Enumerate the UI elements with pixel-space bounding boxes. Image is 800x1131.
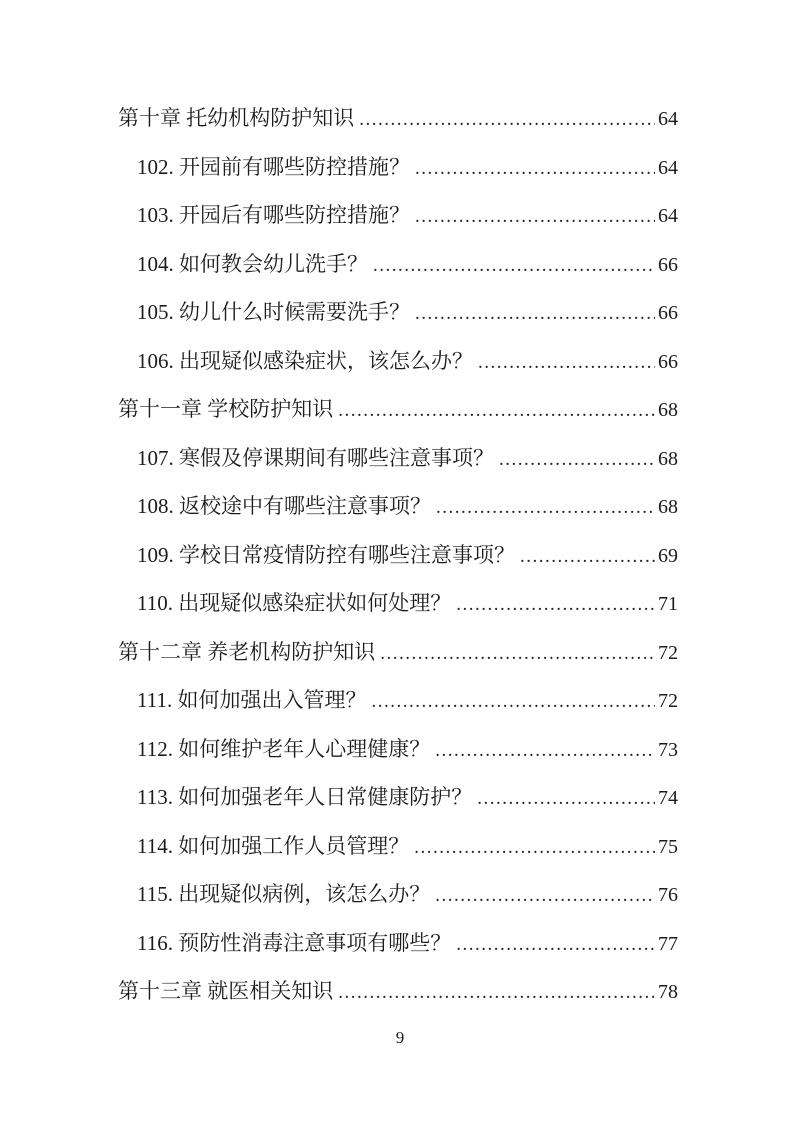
toc-entry-label: 115. 出现疑似病例，该怎么办？ [137,882,431,906]
toc-entry-page-number: 78 [658,981,678,1003]
toc-item-entry [118,482,678,531]
toc-item-entry [118,919,678,968]
toc-entry-label: 114. 如何加强工作人员管理？ [137,833,410,858]
toc-entry-label: 105. 幼儿什么时候需要洗手？ [137,300,410,324]
toc-entry-page-number: 71 [658,593,678,615]
toc-entry-page-number: 66 [658,350,678,373]
toc-entry-page-number: 64 [658,205,678,227]
toc-leader-dots [415,145,655,194]
toc-item-entry [118,337,678,386]
toc-entry-label: 112. 如何维护老年人心理健康？ [137,736,431,761]
toc-entry-label: 111. 如何加强出入管理？ [137,688,367,712]
toc-leader-dots [359,96,655,145]
toc-chapter-entry [118,628,678,677]
toc-chapter-entry [118,94,678,143]
toc-leader-dots [477,775,655,824]
toc-entry-label: 113. 如何加强老年人日常健康防护？ [137,785,473,809]
toc-leader-dots [415,290,655,339]
toc-entry-page-number: 75 [658,835,678,858]
toc-item-entry [118,579,678,628]
toc-entry-page-number: 72 [658,690,678,712]
toc-entry-label: 108. 返校途中有哪些注意事项？ [137,494,431,518]
toc-entry-label: 102. 开园前有哪些防控措施？ [137,154,410,179]
toc-item-entry [118,240,678,289]
footer-page-number: 9 [395,1028,405,1047]
toc-leader-dots [499,436,655,485]
toc-item-entry [118,288,678,337]
toc-leader-dots [456,581,655,630]
toc-item-entry [118,870,678,919]
toc-item-entry [118,676,678,725]
toc-entry-page-number: 66 [658,302,678,324]
toc-item-entry [118,531,678,580]
toc-entry-page-number: 77 [658,932,678,955]
toc-leader-dots [478,339,655,388]
toc-entry-label: 103. 开园后有哪些防控措施？ [137,203,410,227]
page-footer [0,1028,800,1048]
toc-leader-dots [436,484,655,533]
toc-entry-label: 109. 学校日常疫情防控有哪些注意事项？ [137,542,515,567]
toc-item-entry [118,822,678,871]
toc-item-entry [118,725,678,774]
toc-entry-label: 104. 如何教会幼儿洗手？ [137,251,368,276]
toc-leader-dots [435,872,655,921]
toc-entry-label: 107. 寒假及停课期间有哪些注意事项？ [137,445,494,470]
toc-leader-dots [415,193,655,242]
toc-entry-page-number: 76 [658,884,678,906]
toc-entry-page-number: 64 [658,156,678,179]
toc-entry-page-number: 68 [658,447,678,470]
toc-entry-page-number: 68 [658,496,678,518]
toc-entry-page-number: 68 [658,399,678,421]
toc-item-entry [118,434,678,483]
toc-item-entry [118,773,678,822]
toc-entry-page-number: 64 [658,108,678,130]
toc-entry-label: 第十二章 养老机构防护知识 [118,639,376,664]
toc-leader-dots [338,969,655,1018]
toc-entry-page-number: 73 [658,738,678,761]
toc-leader-dots [435,727,655,776]
toc-leader-dots [520,533,655,582]
table-of-contents [118,94,678,1016]
toc-entry-label: 106. 出现疑似感染症状，该怎么办？ [137,348,473,373]
toc-entry-label: 第十一章 学校防护知识 [118,397,334,421]
toc-leader-dots [373,242,655,291]
toc-entry-page-number: 66 [658,253,678,276]
toc-chapter-entry [118,385,678,434]
toc-item-entry [118,191,678,240]
toc-chapter-entry [118,967,678,1016]
toc-leader-dots [414,824,655,873]
toc-item-entry [118,143,678,192]
toc-leader-dots [338,387,655,436]
toc-entry-label: 第十三章 就医相关知识 [118,979,334,1003]
toc-leader-dots [456,921,655,970]
toc-leader-dots [371,678,655,727]
toc-entry-label: 110. 出现疑似感染症状如何处理？ [137,591,452,615]
toc-entry-page-number: 74 [658,787,678,809]
toc-entry-label: 第十章 托幼机构防护知识 [118,106,355,130]
toc-entry-page-number: 72 [658,641,678,664]
toc-leader-dots [380,630,655,679]
toc-entry-page-number: 69 [658,544,678,567]
toc-entry-label: 116. 预防性消毒注意事项有哪些？ [137,930,452,955]
